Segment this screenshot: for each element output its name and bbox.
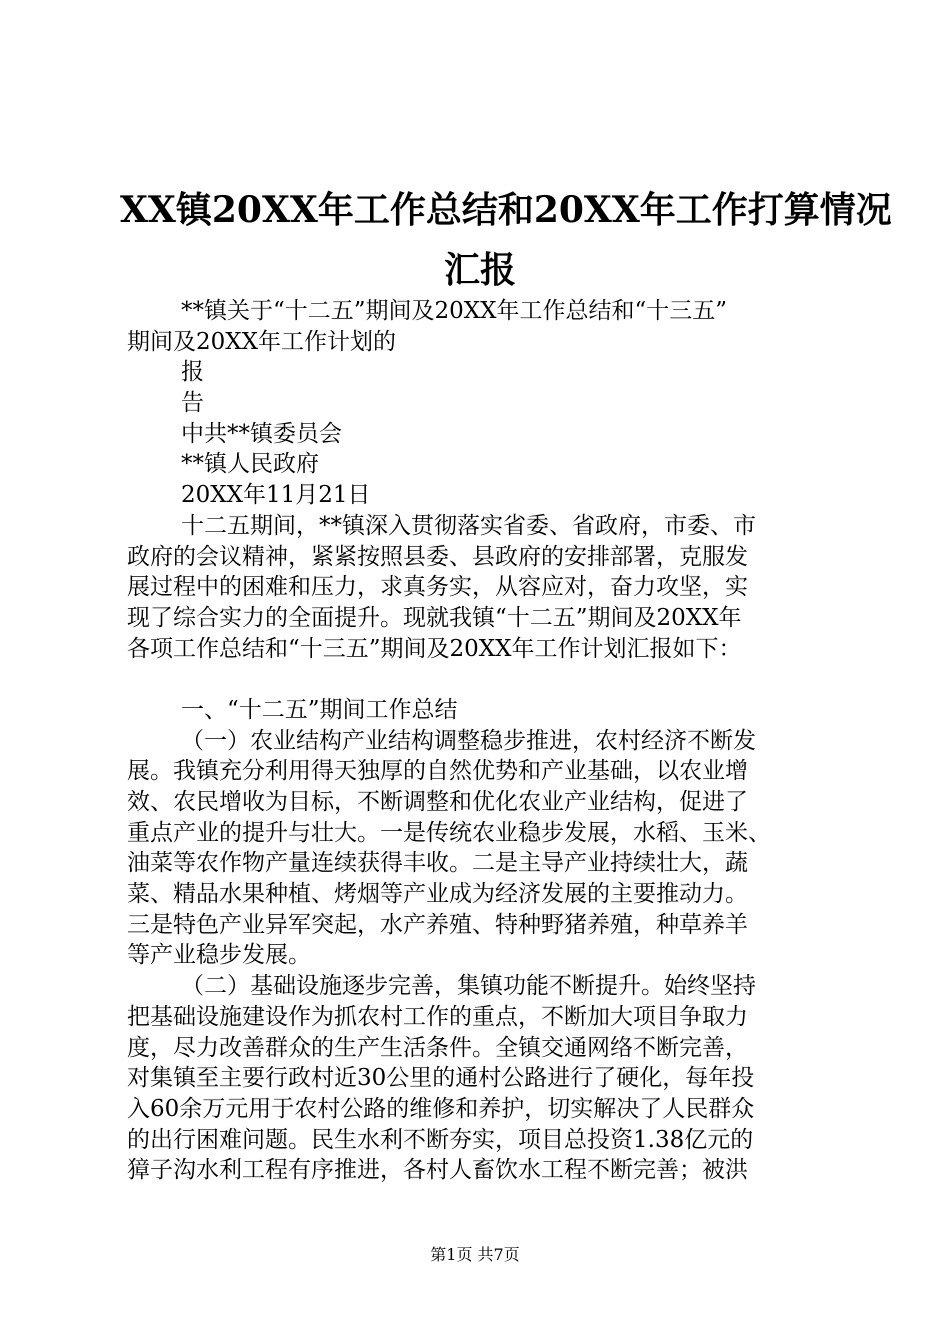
paragraph-line: 各项工作总结和“十三五”期间及20XX年工作计划汇报如下：: [127, 635, 742, 662]
paragraph-line: 的出行困难问题。民生水利不断夯实，项目总投资1.38亿元的: [127, 1126, 754, 1153]
blank-line: [127, 664, 837, 695]
paragraph-line: 把基础设施建设作为抓农村工作的重点，不断加大项目争取力: [127, 1003, 748, 1030]
paragraph-line: 十二五期间，**镇深入贯彻落实省委、省政府，市委、市: [181, 512, 756, 539]
subtitle-line-1: **镇关于“十二五”期间及20XX年工作总结和“十三五”: [181, 298, 728, 324]
issue-date: 20XX年11月21日: [181, 482, 371, 509]
paragraph-line: 政府的会议精神，紧紧按照县委、县政府的安排部署，克服发: [127, 543, 748, 570]
issuer-government: **镇人民政府: [181, 451, 319, 478]
paragraph-line: 现了综合实力的全面提升。现就我镇“十二五”期间及20XX年: [127, 604, 742, 631]
paragraph-line: 效、农民增收为目标，不断调整和优化农业产业结构，促进了: [127, 789, 748, 815]
paragraph-line: 三是特色产业异军突起，水产养殖、特种野猪养殖，种草养羊: [127, 911, 748, 938]
subtitle-line-2: 期间及20XX年工作计划的: [127, 328, 397, 355]
paragraph-line: 展过程中的困难和压力，求真务实，从容应对，奋力攻坚，实: [127, 574, 748, 601]
paragraph-line: （二）基础设施逐步完善，集镇功能不断提升。始终坚持: [181, 973, 756, 1000]
paragraph-line: 獐子沟水利工程有序推进，各村人畜饮水工程不断完善；被洪: [127, 1157, 748, 1184]
paragraph-line: 菜、精品水果种植、烤烟等产业成为经济发展的主要推动力。: [127, 881, 748, 908]
paragraph-line: 对集镇至主要行政村近30公里的通村公路进行了硬化，每年投: [127, 1065, 755, 1092]
document-body: [127, 296, 837, 1186]
paragraph-line: （一）农业结构产业结构调整稳步推进，农村经济不断发: [181, 727, 756, 754]
page-footer: 第1页 共7页: [430, 1245, 520, 1264]
paragraph-line: 度，尽力改善群众的生产生活条件。全镇交通网络不断完善，: [127, 1034, 748, 1061]
subtitle-line-3: 报: [181, 359, 204, 386]
paragraph-line: 展。我镇充分利用得天独厚的自然优势和产业基础，以农业增: [127, 758, 748, 785]
paragraph-line: 油菜等农作物产量连续获得丰收。二是主导产业持续壮大，蔬: [127, 850, 748, 877]
document-title-line-1: XX镇20XX年工作总结和20XX年工作打算情况: [120, 189, 892, 231]
paragraph-line: 等产业稳步发展。: [127, 942, 311, 969]
document-title-line-2: 汇报: [443, 249, 516, 291]
paragraph-line: 重点产业的提升与壮大。一是传统农业稳步发展，水稻、玉米、: [127, 819, 771, 846]
paragraph-line: 入60余万元用于农村公路的维修和养护，切实解决了人民群众: [127, 1095, 755, 1122]
issuer-committee: 中共**镇委员会: [181, 420, 342, 447]
subtitle-line-4: 告: [181, 390, 204, 417]
section-heading: 一、“十二五”期间工作总结: [181, 696, 458, 723]
